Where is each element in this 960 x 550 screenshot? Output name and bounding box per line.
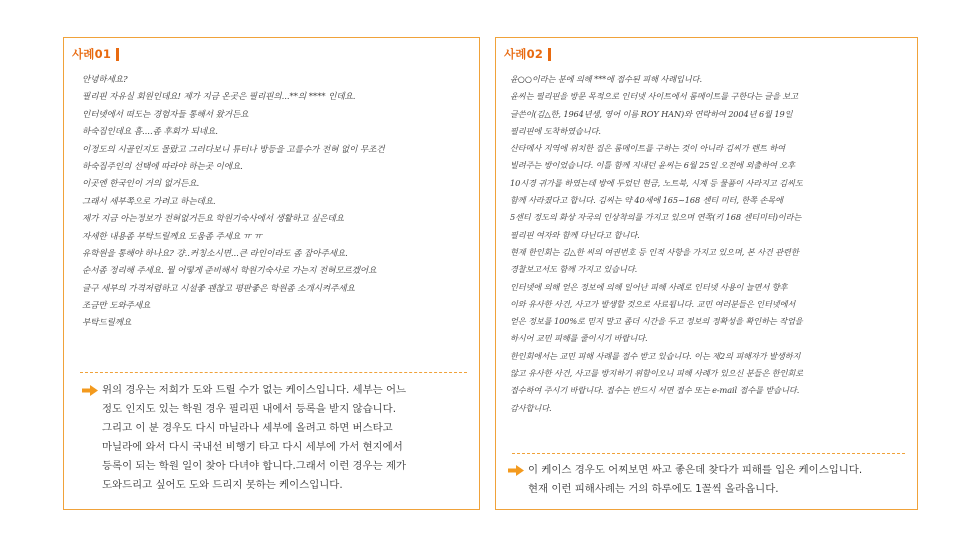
letter-line: 필리핀 자유실 회원인데요! 제가 지금 온곳은 필리핀의...**의 **** 인데요. [82, 92, 356, 103]
comment-line: 위의 경우는 저희가 도와 드릴 수가 없는 케이스입니다. 세부는 어느 [102, 384, 407, 396]
letter-line: 빌려주는 방이었습니다. 이틀 함께 지내던 윤씨는 6월 25일 오전에 외출하여 오후 [510, 160, 795, 171]
arrow-right-icon [82, 385, 98, 396]
letter-line: 안녕하세요? [82, 75, 128, 85]
letter-line: 하숙집인데요 흠....좀 후회가 되네요. [82, 127, 218, 138]
handwritten-letter [82, 72, 471, 333]
letter-line: 감사합니다. [510, 402, 552, 413]
letter-line: 순서좀 정리해 주세요. 뭘 어떻게 준비해서 학원기숙사로 가는지 전혀모르겠어요 [82, 266, 377, 277]
letter-line: 산타메사 지역에 위치한 집은 룸메이트를 구하는 것이 아니라 김씨가 렌트 하여 [510, 143, 785, 154]
comment-line: 등록이 되는 학원 일이 찾아 다녀야 합니다.그래서 이런 경우는 제가 [102, 460, 407, 472]
letter-line: 제가 지금 아는정보가 전혀없거든요 학원기숙사에서 생활하고 싶은데요 [82, 214, 344, 225]
case-title [504, 46, 551, 62]
title-bar-marker [548, 48, 551, 61]
letter-line: 필리핀 여자와 함께 다닌다고 합니다. [510, 229, 640, 240]
letter-line: 하시어 교민 피해를 줄이시기 바랍니다. [510, 333, 648, 344]
letter-line: 글쓴이(김△한, 1964년생, 영어 이름 ROY HAN)와 연락하여 2004년 6월 19일 [510, 108, 793, 119]
case-card-1 [63, 37, 480, 510]
letter-line: 윤○○이라는 분에 의해 ***에 접수된 피해 사례입니다. [510, 74, 702, 84]
case-card-2 [495, 37, 918, 510]
letter-line: 이곳엔 한국인이 거의 없거든요. [82, 179, 200, 190]
letter-line: 인터넷에 의해 얻은 정보에 의해 일어난 피해 사례로 인터넷 사용이 늘면서 향후 [510, 281, 788, 292]
letter-line: 조금만 도와주세요 [82, 301, 151, 312]
letter-line: 윤씨는 필리핀을 방문 목적으로 인터넷 사이트에서 룸메이트를 구한다는 글을 보고 [510, 91, 799, 102]
letter-line: 않고 유사한 사건, 사고를 방지하기 위함이오니 피해 사례가 있으신 분들은 한인회로 [510, 368, 804, 379]
comment-line: 도와드리고 싶어도 도와 드리지 못하는 케이스입니다. [102, 479, 343, 491]
letter-line: 이정도의 시골인지도 몰랐고 그러다보니 튜터나 방등을 고를수가 전혀 없이 무조건 [82, 144, 385, 155]
dashed-divider [512, 453, 905, 454]
letter-line: 글구 세부의 가격저렴하고 시설좋 괜찮고 평판좋은 학원좀 소개시켜주세요 [82, 283, 355, 294]
letter-line: 하숙집주인의 선택에 따라야 하는곳 이에요. [82, 161, 243, 172]
comment-line: 현재 이런 피해사례는 거의 하루에도 1꼴씩 올라옵니다. [528, 483, 779, 495]
letter-line: 한인회에서는 교민 피해 사례를 접수 받고 있습니다. 이는 제2의 피해자가 발생하지 [510, 350, 801, 361]
letter-line: 그래서 세부쪽으로 가려고 하는데요. [82, 196, 216, 207]
letter-line: 자세한 내용좀 부탁드릴께요 도움좀 주세요 ㅠ ㅠ [82, 231, 262, 242]
handwritten-report [510, 71, 909, 417]
case-title-text: 사례01 [72, 47, 112, 61]
comment-line: 정도 인지도 있는 학원 경우 필리핀 내에서 등록을 받지 않습니다. [102, 403, 396, 415]
title-bar-marker [116, 48, 119, 61]
letter-line: 이와 유사한 사건, 사고가 발생할 것으로 사료됩니다. 교민 여러분들은 인터넷에서 [510, 298, 796, 309]
letter-line: 5센티 정도의 화상 자국의 인상착의를 가지고 있으며 연쪽(키 168 센티미터)이라는 [510, 212, 802, 223]
letter-line: 10시경 귀가를 하였는데 방에 두었던 현금, 노트북, 시계 등 물품이 사라지고 김씨도 [510, 177, 803, 188]
letter-line: 함께 사라졌다고 합니다. 김씨는 약 40세에 165~168 센티 미터, 한쪽 손목에 [510, 195, 783, 206]
case-title [72, 46, 119, 62]
case-title-text: 사례02 [504, 47, 544, 61]
letter-line: 필리핀에 도착하였습니다. [510, 125, 601, 136]
letter-line: 현재 한인회는 김△한 씨의 여권번호 등 인적 사항을 가지고 있으며, 본 사건 관련한 [510, 246, 799, 257]
letter-line: 유학원을 통해야 하나요? 걍..커칭소시면...큰 라인이라도 좀 잡아주세요. [82, 248, 348, 259]
comment-line: 마닐라에 와서 다시 국내선 비행기 타고 다시 세부에 가서 현지에서 [102, 441, 403, 453]
letter-line: 부탁드릴께요 [82, 318, 132, 329]
letter-line: 얻은 정보를 100%로 믿지 말고 좀더 시간을 두고 정보의 정확성을 확인하는 작업을 [510, 316, 803, 327]
comment-line: 이 케이스 경우도 어찌보면 싸고 좋은데 찾다가 피해를 입은 케이스입니다. [528, 464, 863, 476]
letter-line: 인터넷에서 떠도는 경험자들 통해서 왔거든요 [82, 109, 249, 120]
case-comment [508, 461, 909, 499]
letter-line: 접수하여 주시기 바랍니다. 접수는 반드시 서면 접수 또는 e-mail 접수를 받습니다. [510, 385, 800, 396]
letter-line: 경찰보고서도 함께 가지고 있습니다. [510, 264, 638, 275]
comment-line: 그리고 이 분 경우도 다시 마닐라나 세부에 올려고 하면 버스타고 [102, 422, 393, 434]
dashed-divider [80, 372, 467, 373]
case-comment [82, 381, 471, 495]
arrow-right-icon [508, 465, 524, 476]
